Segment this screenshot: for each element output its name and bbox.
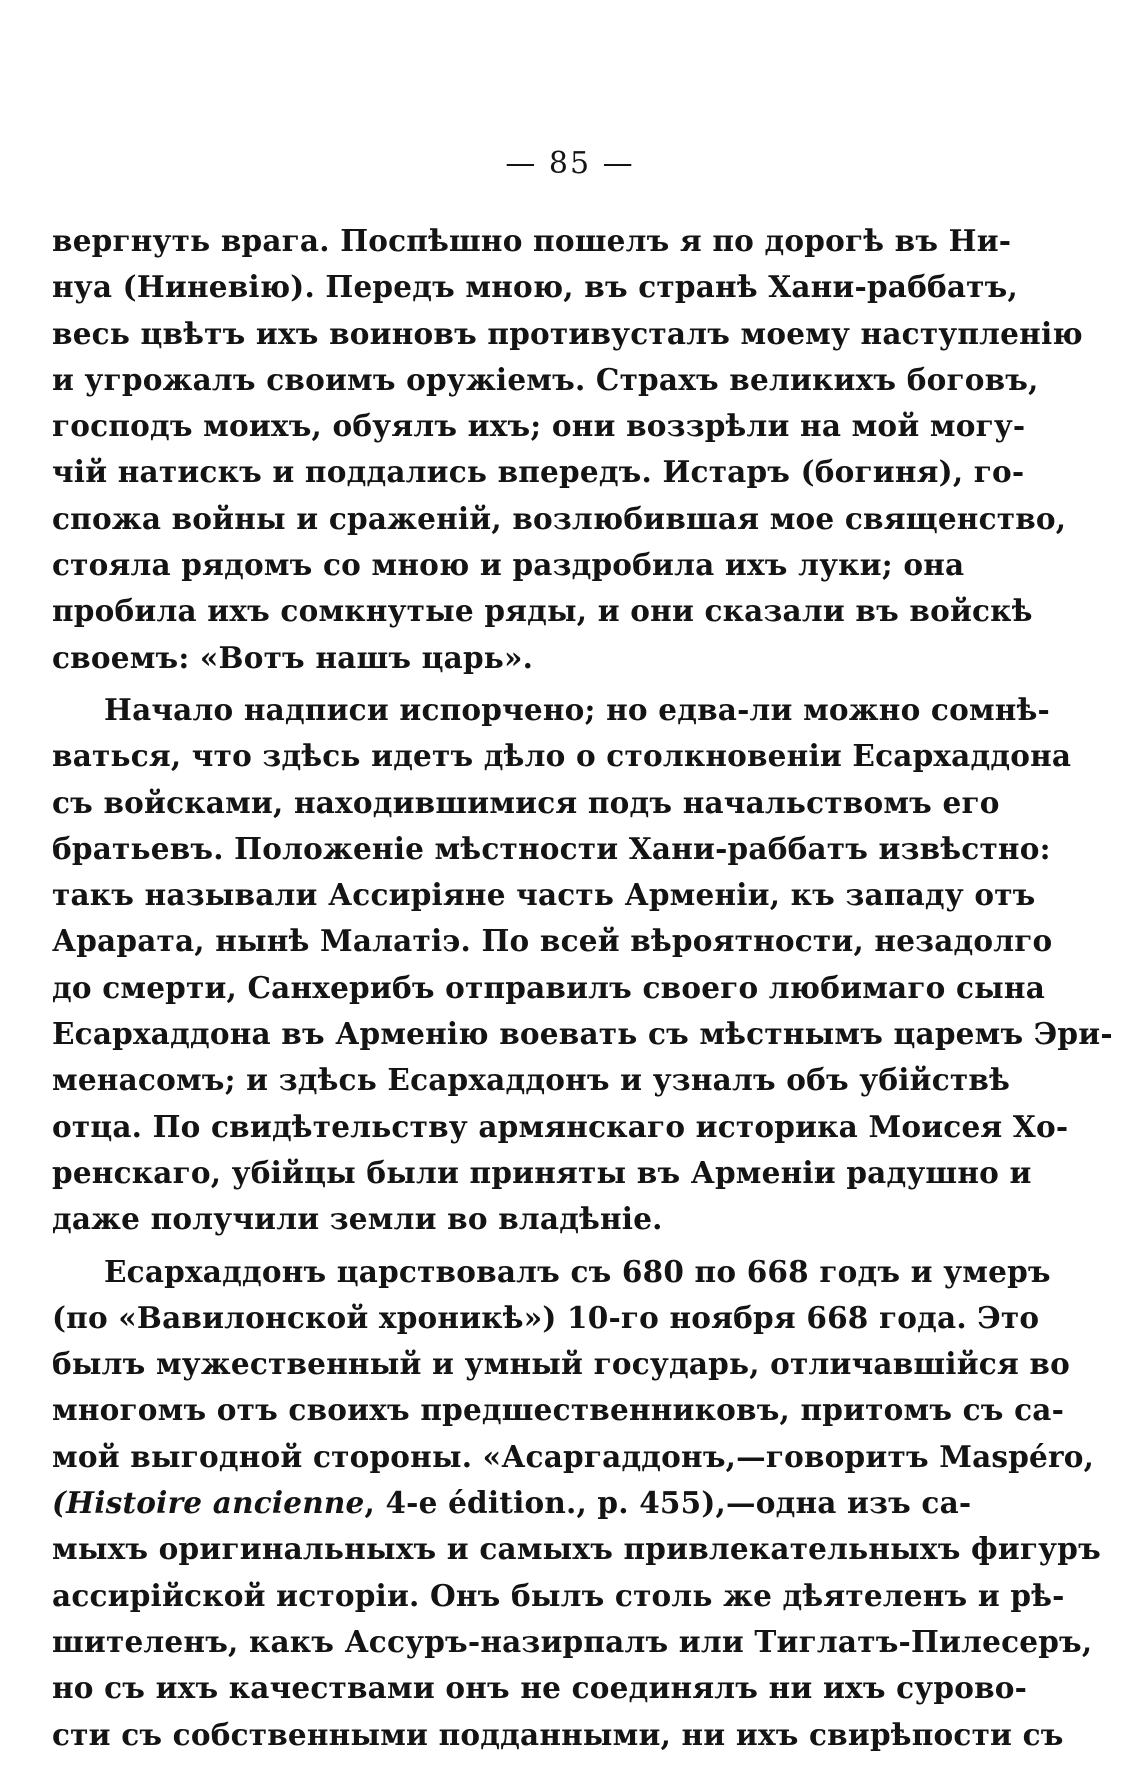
text-line: былъ мужественный и умный государь, отличавшійся во bbox=[52, 1346, 1070, 1382]
text-line: вергнуть врага. Поспѣшно пошелъ я по дорогѣ въ Ни- bbox=[52, 223, 1012, 258]
citation-rest: , 4-e édition., p. 455),—одна изъ са- bbox=[364, 1485, 972, 1521]
paragraph-2 bbox=[52, 687, 1113, 1243]
text-line: мой выгодной стороны. «Асаргаддонъ,—говоритъ Maspéro, bbox=[52, 1438, 1095, 1474]
text-line: весь цвѣтъ ихъ воиновъ противусталъ моему наступленію bbox=[52, 315, 1083, 351]
text-line: менасомъ; и здѣсь Есархаддонъ и узналъ объ убійствѣ bbox=[52, 1062, 1011, 1098]
text-line: мыхъ оригинальныхъ и самыхъ привлекательныхъ фигуръ bbox=[52, 1531, 1101, 1567]
page-text bbox=[52, 218, 1113, 1758]
text-line: своемъ: «Вотъ нашъ царь». bbox=[52, 639, 534, 675]
text-line: нуа (Ниневію). Передъ мною, въ странѣ Хани-раббатъ, bbox=[52, 269, 1018, 305]
text-line: стояла рядомъ со мною и раздробила ихъ луки; она bbox=[52, 547, 965, 583]
text-line-with-citation bbox=[52, 1480, 972, 1526]
text-line: даже получили земли во владѣніе. bbox=[52, 1201, 663, 1237]
text-line: многомъ отъ своихъ предшественниковъ, притомъ съ са- bbox=[52, 1392, 1065, 1428]
text-line: братьевъ. Положеніе мѣстности Хани-раббатъ извѣстно: bbox=[52, 830, 1051, 866]
text-line: шителенъ, какъ Ассуръ-назирпалъ или Тиглатъ-Пилесеръ, bbox=[52, 1623, 1093, 1659]
text-line: Арарата, нынѣ Малатіэ. По всей вѣроятности, незадолго bbox=[52, 923, 1053, 959]
text-line: Есархаддонъ царствовалъ съ 680 по 668 годъ и умеръ bbox=[104, 1253, 1051, 1289]
text-line: спожа войны и сраженій, возлюбившая мое священство, bbox=[52, 500, 1067, 536]
text-line: и угрожалъ своимъ оружіемъ. Страхъ великихъ боговъ, bbox=[52, 361, 1039, 397]
text-line: пробила ихъ сомкнутые ряды, и они сказали въ войскѣ bbox=[52, 593, 1033, 629]
text-line: отца. По свидѣтельству армянскаго историка Моисея Хо- bbox=[52, 1108, 1069, 1144]
text-line: такъ называли Ассиріяне часть Арменіи, къ западу отъ bbox=[52, 877, 1036, 913]
text-line: до смерти, Санхерибъ отправилъ своего любимаго сына bbox=[52, 969, 1046, 1005]
citation-open-paren: ( bbox=[52, 1485, 67, 1521]
text-line: сти съ собственными подданными, ни ихъ свирѣпости съ bbox=[52, 1716, 1064, 1752]
text-line: Начало надписи испорчено; но едва-ли можно сомнѣ- bbox=[104, 691, 1050, 727]
text-line: (по «Вавилонской хроникѣ») 10-го ноября 668 года. Это bbox=[52, 1299, 1040, 1335]
paragraph-3 bbox=[52, 1249, 1101, 1758]
text-line: ренскаго, убійцы были приняты въ Арменіи радушно и bbox=[52, 1154, 1032, 1190]
page-number: — 85 — bbox=[505, 146, 635, 181]
paragraph-1 bbox=[52, 218, 1083, 681]
text-line: ваться, что здѣсь идетъ дѣло о столкновеніи Есархаддона bbox=[52, 738, 1072, 774]
text-line: но съ ихъ качествами онъ не соединялъ ни ихъ сурово- bbox=[52, 1670, 1028, 1706]
text-line: съ войсками, находившимися подъ начальствомъ его bbox=[52, 784, 1000, 820]
citation-title: Histoire ancienne bbox=[66, 1485, 365, 1521]
text-line: Есархаддона въ Арменію воевать съ мѣстнымъ царемъ Эри- bbox=[52, 1016, 1113, 1052]
text-line: ассирійской исторіи. Онъ былъ столь же дѣятеленъ и рѣ- bbox=[52, 1577, 1065, 1613]
text-line: чій натискъ и поддались впередъ. Истаръ (богиня), го- bbox=[52, 454, 1025, 490]
text-line: господъ моихъ, обуялъ ихъ; они воззрѣли на мой могу- bbox=[52, 408, 1026, 444]
